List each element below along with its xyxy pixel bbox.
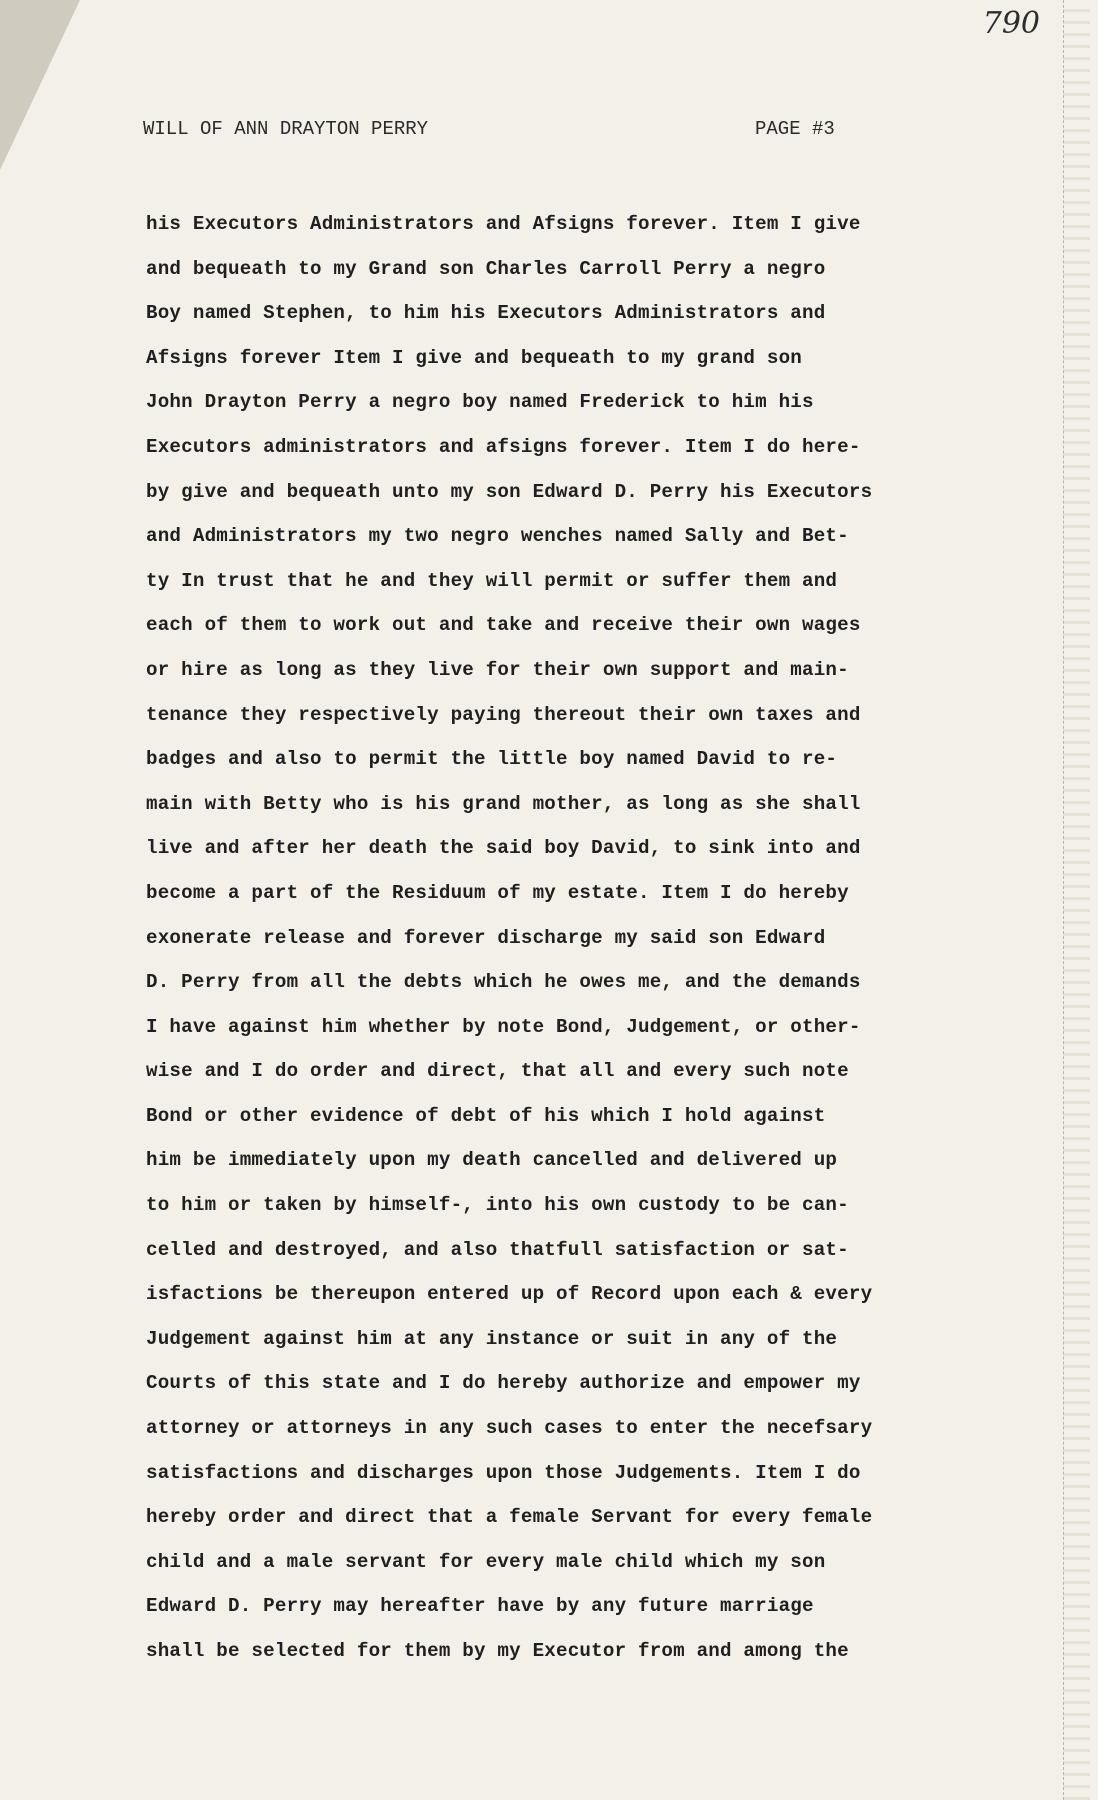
text-line: Bond or other evidence of debt of his which I hold against bbox=[146, 1104, 826, 1127]
text-line: child and a male servant for every male child which my son bbox=[146, 1550, 826, 1573]
text-line: satisfactions and discharges upon those Judgements. Item I do bbox=[146, 1461, 861, 1484]
text-line: shall be selected for them by my Executor from and among the bbox=[146, 1640, 849, 1662]
text-line: live and after her death the said boy David, to sink into and bbox=[146, 837, 861, 860]
folio-number: 790 bbox=[982, 6, 1040, 41]
document-title: WILL OF ANN DRAYTON PERRY bbox=[143, 118, 429, 140]
text-line: tenance they respectively paying thereout their own taxes and bbox=[146, 703, 861, 726]
text-line: John Drayton Perry a negro boy named Frederick to him his bbox=[146, 391, 814, 414]
text-line: isfactions be thereupon entered up of Record upon each & every bbox=[146, 1283, 873, 1306]
text-line: main with Betty who is his grand mother, as long as she shall bbox=[146, 792, 861, 815]
text-line: Judgement against him at any instance or suit in any of the bbox=[146, 1327, 838, 1350]
text-line: hereby order and direct that a female Servant for every female bbox=[146, 1506, 873, 1529]
document-body bbox=[146, 202, 1006, 1674]
text-line: Boy named Stephen, to him his Executors Administrators and bbox=[146, 302, 826, 325]
text-line: Executors administrators and afsigns forever. Item I do here- bbox=[146, 435, 861, 458]
text-line: and Administrators my two negro wenches named Sally and Bet- bbox=[146, 525, 849, 548]
page-edge-strip bbox=[1063, 0, 1090, 1800]
text-line: attorney or attorneys in any such cases to enter the necefsary bbox=[146, 1417, 873, 1440]
text-line: ty In trust that he and they will permit or suffer them and bbox=[146, 569, 838, 592]
text-line: each of them to work out and take and receive their own wages bbox=[146, 614, 861, 637]
text-line: I have against him whether by note Bond, Judgement, or other- bbox=[146, 1015, 861, 1038]
text-line: badges and also to permit the little boy named David to re- bbox=[146, 748, 838, 771]
text-line: or hire as long as they live for their own support and main- bbox=[146, 658, 849, 681]
text-line: his Executors Administrators and Afsigns forever. Item I give bbox=[146, 213, 861, 235]
text-line: him be immediately upon my death cancelled and delivered up bbox=[146, 1149, 838, 1172]
text-line: Edward D. Perry may hereafter have by any future marriage bbox=[146, 1595, 814, 1618]
text-line: Afsigns forever Item I give and bequeath to my grand son bbox=[146, 346, 803, 369]
page-number: PAGE #3 bbox=[755, 118, 835, 140]
folded-corner bbox=[0, 0, 80, 170]
text-line: Courts of this state and I do hereby authorize and empower my bbox=[146, 1372, 861, 1395]
text-line: become a part of the Residuum of my estate. Item I do hereby bbox=[146, 881, 849, 904]
text-line: wise and I do order and direct, that all and every such note bbox=[146, 1060, 849, 1083]
text-line: by give and bequeath unto my son Edward D. Perry his Executors bbox=[146, 480, 873, 503]
text-line: and bequeath to my Grand son Charles Carroll Perry a negro bbox=[146, 257, 826, 280]
text-line: to him or taken by himself-, into his own custody to be can- bbox=[146, 1194, 849, 1217]
text-line: D. Perry from all the debts which he owes me, and the demands bbox=[146, 971, 861, 994]
text-line: celled and destroyed, and also thatfull satisfaction or sat- bbox=[146, 1238, 849, 1261]
text-line: exonerate release and forever discharge my said son Edward bbox=[146, 926, 826, 949]
